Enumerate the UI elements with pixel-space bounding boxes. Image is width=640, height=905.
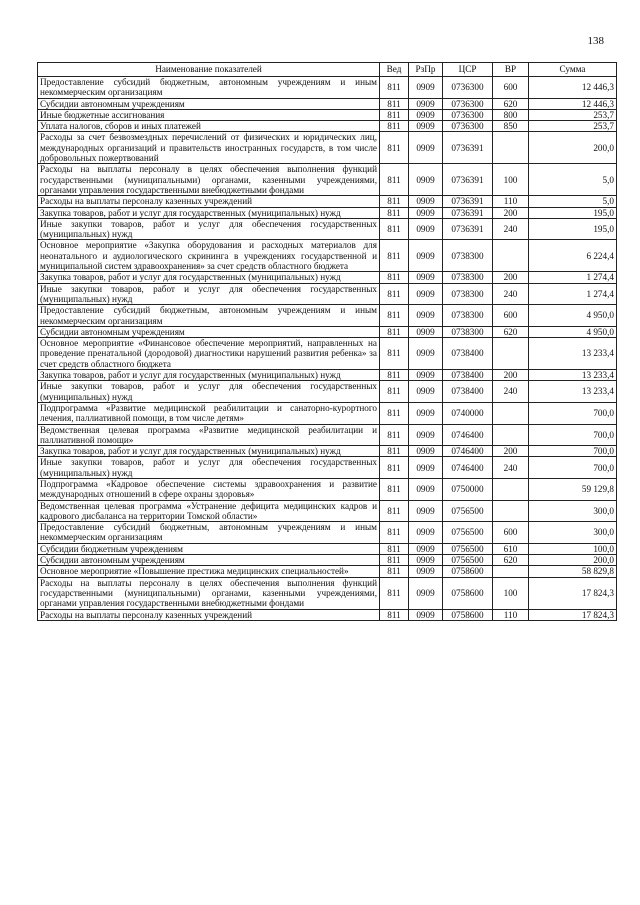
row-vr-cell [493, 500, 529, 522]
table-row [38, 272, 617, 283]
row-vr-cell: 620 [493, 555, 529, 566]
row-rzpr-cell: 0909 [409, 577, 443, 609]
row-sum-cell: 195,0 [529, 207, 617, 218]
row-sum-cell: 1 274,4 [529, 272, 617, 283]
row-vr-cell: 100 [493, 164, 529, 196]
row-name-cell: Расходы на выплаты персоналу в целях обеспечения выполнения функций государственными (муниципальными) органами, казенными учреждениями, органами управления государственными внебюджетными фондами [38, 164, 380, 196]
row-rzpr-cell: 0909 [409, 272, 443, 283]
row-sum-cell: 17 824,3 [529, 577, 617, 609]
row-rzpr-cell: 0909 [409, 522, 443, 544]
row-vr-cell: 200 [493, 272, 529, 283]
row-csr-cell: 0738400 [443, 370, 493, 381]
row-sum-cell: 253,7 [529, 109, 617, 120]
row-vr-cell [493, 132, 529, 164]
row-vr-cell [493, 240, 529, 272]
row-vr-cell: 110 [493, 196, 529, 207]
row-ved-cell: 811 [380, 338, 409, 370]
table-row [38, 522, 617, 544]
row-rzpr-cell: 0909 [409, 424, 443, 446]
row-vr-cell: 600 [493, 522, 529, 544]
row-ved-cell: 811 [380, 132, 409, 164]
column-header-sum: Сумма [529, 63, 617, 77]
table-row [38, 132, 617, 164]
row-csr-cell: 0746400 [443, 424, 493, 446]
row-ved-cell: 811 [380, 98, 409, 109]
row-ved-cell: 811 [380, 446, 409, 457]
row-ved-cell: 811 [380, 522, 409, 544]
row-ved-cell: 811 [380, 543, 409, 554]
row-sum-cell: 17 824,3 [529, 609, 617, 620]
row-name-cell: Основное мероприятие «Финансовое обеспечение мероприятий, направленных на проведение пренатальной (дородовой) диагностики нарушений развития ребенка» за счет средств областного бюджета [38, 338, 380, 370]
row-name-cell: Иные закупки товаров, работ и услуг для обеспечения государственных (муниципальных) нужд [38, 283, 380, 305]
table-row [38, 555, 617, 566]
row-csr-cell: 0738300 [443, 305, 493, 327]
row-name-cell: Ведомственная целевая программа «Устранение дефицита медицинских кадров и кадрового дисбаланса на территории Томской области» [38, 500, 380, 522]
row-sum-cell: 13 233,4 [529, 381, 617, 403]
column-header-name: Наименование показателей [38, 63, 380, 77]
row-vr-cell: 600 [493, 305, 529, 327]
row-sum-cell: 700,0 [529, 457, 617, 479]
row-name-cell: Иные закупки товаров, работ и услуг для обеспечения государственных (муниципальных) нужд [38, 218, 380, 240]
row-rzpr-cell: 0909 [409, 77, 443, 99]
row-sum-cell: 4 950,0 [529, 326, 617, 337]
row-name-cell: Закупка товаров, работ и услуг для государственных (муниципальных) нужд [38, 207, 380, 218]
row-name-cell: Субсидии автономным учреждениям [38, 98, 380, 109]
row-ved-cell: 811 [380, 164, 409, 196]
table-row [38, 196, 617, 207]
row-name-cell: Уплата налогов, сборов и иных платежей [38, 121, 380, 132]
row-name-cell: Закупка товаров, работ и услуг для государственных (муниципальных) нужд [38, 272, 380, 283]
row-name-cell: Иные закупки товаров, работ и услуг для обеспечения государственных (муниципальных) нужд [38, 381, 380, 403]
row-ved-cell: 811 [380, 218, 409, 240]
row-vr-cell: 100 [493, 577, 529, 609]
row-name-cell: Иные бюджетные ассигнования [38, 109, 380, 120]
row-rzpr-cell: 0909 [409, 543, 443, 554]
row-sum-cell: 12 446,3 [529, 98, 617, 109]
table-row [38, 402, 617, 424]
column-header-vr: ВР [493, 63, 529, 77]
row-rzpr-cell: 0909 [409, 109, 443, 120]
column-header-ved: Вед [380, 63, 409, 77]
row-ved-cell: 811 [380, 77, 409, 99]
table-row [38, 370, 617, 381]
row-sum-cell: 5,0 [529, 196, 617, 207]
table-row [38, 207, 617, 218]
row-csr-cell: 0758600 [443, 566, 493, 577]
row-name-cell: Закупка товаров, работ и услуг для государственных (муниципальных) нужд [38, 446, 380, 457]
table-row [38, 326, 617, 337]
row-name-cell: Иные закупки товаров, работ и услуг для обеспечения государственных (муниципальных) нужд [38, 457, 380, 479]
row-csr-cell: 0736300 [443, 98, 493, 109]
row-ved-cell: 811 [380, 326, 409, 337]
table-row [38, 98, 617, 109]
row-ved-cell: 811 [380, 207, 409, 218]
row-ved-cell: 811 [380, 196, 409, 207]
row-vr-cell [493, 424, 529, 446]
row-csr-cell: 0738300 [443, 240, 493, 272]
table-row [38, 566, 617, 577]
row-rzpr-cell: 0909 [409, 609, 443, 620]
column-header-csr: ЦСР [443, 63, 493, 77]
row-csr-cell: 0746400 [443, 446, 493, 457]
row-sum-cell: 5,0 [529, 164, 617, 196]
table-row [38, 240, 617, 272]
row-rzpr-cell: 0909 [409, 500, 443, 522]
budget-table [37, 62, 617, 621]
row-vr-cell: 620 [493, 326, 529, 337]
row-ved-cell: 811 [380, 381, 409, 403]
table-row [38, 164, 617, 196]
row-name-cell: Предоставление субсидий бюджетным, автономным учреждениям и иным некоммерческим организациям [38, 305, 380, 327]
row-name-cell: Субсидии автономным учреждениям [38, 326, 380, 337]
row-ved-cell: 811 [380, 609, 409, 620]
row-vr-cell: 800 [493, 109, 529, 120]
row-name-cell: Подпрограмма «Кадровое обеспечение системы здравоохранения и развитие международных отношений в сфере охраны здоровья» [38, 478, 380, 500]
table-row [38, 381, 617, 403]
row-vr-cell: 240 [493, 283, 529, 305]
row-rzpr-cell: 0909 [409, 370, 443, 381]
row-sum-cell: 253,7 [529, 121, 617, 132]
row-rzpr-cell: 0909 [409, 121, 443, 132]
row-name-cell: Подпрограмма «Развитие медицинской реабилитации и санаторно-курортного лечения, паллиативной помощи, в том числе детям» [38, 402, 380, 424]
row-sum-cell: 13 233,4 [529, 370, 617, 381]
row-ved-cell: 811 [380, 240, 409, 272]
row-rzpr-cell: 0909 [409, 381, 443, 403]
row-csr-cell: 0738400 [443, 381, 493, 403]
row-vr-cell [493, 478, 529, 500]
row-csr-cell: 0736391 [443, 164, 493, 196]
row-ved-cell: 811 [380, 577, 409, 609]
row-ved-cell: 811 [380, 305, 409, 327]
row-name-cell: Предоставление субсидий бюджетным, автономным учреждениям и иным некоммерческим организациям [38, 77, 380, 99]
row-vr-cell: 110 [493, 609, 529, 620]
row-sum-cell: 300,0 [529, 500, 617, 522]
row-sum-cell: 58 829,8 [529, 566, 617, 577]
page-number: 138 [587, 35, 604, 47]
row-csr-cell: 0740000 [443, 402, 493, 424]
row-name-cell: Субсидии бюджетным учреждениям [38, 543, 380, 554]
row-sum-cell: 300,0 [529, 522, 617, 544]
table-row [38, 121, 617, 132]
row-sum-cell: 195,0 [529, 218, 617, 240]
row-rzpr-cell: 0909 [409, 132, 443, 164]
row-sum-cell: 6 224,4 [529, 240, 617, 272]
row-csr-cell: 0736391 [443, 207, 493, 218]
row-ved-cell: 811 [380, 424, 409, 446]
row-ved-cell: 811 [380, 109, 409, 120]
column-header-rzpr: РзПр [409, 63, 443, 77]
row-rzpr-cell: 0909 [409, 240, 443, 272]
row-vr-cell: 610 [493, 543, 529, 554]
row-rzpr-cell: 0909 [409, 326, 443, 337]
row-ved-cell: 811 [380, 566, 409, 577]
row-csr-cell: 0758600 [443, 577, 493, 609]
table-row [38, 77, 617, 99]
row-name-cell: Основное мероприятие «Закупка оборудования и расходных материалов для неонатального и аудиологического скрининга в учреждениях государственной и муниципальной систем здравоохранения» за счет средств областного бюджета [38, 240, 380, 272]
row-vr-cell: 850 [493, 121, 529, 132]
row-name-cell: Закупка товаров, работ и услуг для государственных (муниципальных) нужд [38, 370, 380, 381]
row-sum-cell: 4 950,0 [529, 305, 617, 327]
row-name-cell: Расходы за счет безвозмездных перечислений от физических и юридических лиц, международных организаций и правительств иностранных государств, в том числе добровольных пожертвований [38, 132, 380, 164]
row-csr-cell: 0756500 [443, 555, 493, 566]
row-rzpr-cell: 0909 [409, 196, 443, 207]
row-name-cell: Предоставление субсидий бюджетным, автономным учреждениям и иным некоммерческим организациям [38, 522, 380, 544]
row-name-cell: Ведомственная целевая программа «Развитие медицинской реабилитации и паллиативной помощи» [38, 424, 380, 446]
row-ved-cell: 811 [380, 272, 409, 283]
row-ved-cell: 811 [380, 370, 409, 381]
row-rzpr-cell: 0909 [409, 164, 443, 196]
row-csr-cell: 0738400 [443, 338, 493, 370]
row-ved-cell: 811 [380, 555, 409, 566]
row-rzpr-cell: 0909 [409, 402, 443, 424]
table-row [38, 500, 617, 522]
row-csr-cell: 0756500 [443, 500, 493, 522]
row-rzpr-cell: 0909 [409, 207, 443, 218]
row-csr-cell: 0736300 [443, 121, 493, 132]
row-vr-cell: 620 [493, 98, 529, 109]
table-row [38, 109, 617, 120]
row-sum-cell: 700,0 [529, 424, 617, 446]
row-rzpr-cell: 0909 [409, 457, 443, 479]
row-csr-cell: 0736391 [443, 218, 493, 240]
table-row [38, 577, 617, 609]
table-row [38, 305, 617, 327]
row-vr-cell: 600 [493, 77, 529, 99]
row-vr-cell: 200 [493, 207, 529, 218]
row-csr-cell: 0738300 [443, 283, 493, 305]
row-name-cell: Субсидии автономным учреждениям [38, 555, 380, 566]
table-row [38, 218, 617, 240]
table-row [38, 283, 617, 305]
row-vr-cell: 240 [493, 381, 529, 403]
row-vr-cell: 240 [493, 218, 529, 240]
row-sum-cell: 200,0 [529, 555, 617, 566]
row-sum-cell: 13 233,4 [529, 338, 617, 370]
row-name-cell: Основное мероприятие «Повышение престижа медицинских специальностей» [38, 566, 380, 577]
row-vr-cell [493, 566, 529, 577]
row-sum-cell: 700,0 [529, 402, 617, 424]
row-csr-cell: 0756500 [443, 522, 493, 544]
row-name-cell: Расходы на выплаты персоналу казенных учреждений [38, 609, 380, 620]
row-vr-cell: 200 [493, 370, 529, 381]
row-rzpr-cell: 0909 [409, 338, 443, 370]
row-sum-cell: 200,0 [529, 132, 617, 164]
row-rzpr-cell: 0909 [409, 98, 443, 109]
row-sum-cell: 100,0 [529, 543, 617, 554]
row-rzpr-cell: 0909 [409, 555, 443, 566]
row-csr-cell: 0736391 [443, 196, 493, 207]
table-row [38, 424, 617, 446]
table-row [38, 338, 617, 370]
row-ved-cell: 811 [380, 283, 409, 305]
table-body [38, 77, 617, 621]
row-csr-cell: 0758600 [443, 609, 493, 620]
row-sum-cell: 59 129,8 [529, 478, 617, 500]
row-csr-cell: 0738300 [443, 326, 493, 337]
row-ved-cell: 811 [380, 500, 409, 522]
row-csr-cell: 0750000 [443, 478, 493, 500]
row-csr-cell: 0746400 [443, 457, 493, 479]
row-csr-cell: 0736391 [443, 132, 493, 164]
row-rzpr-cell: 0909 [409, 478, 443, 500]
row-rzpr-cell: 0909 [409, 218, 443, 240]
row-rzpr-cell: 0909 [409, 446, 443, 457]
row-vr-cell: 200 [493, 446, 529, 457]
table-header-row [38, 63, 617, 77]
row-ved-cell: 811 [380, 478, 409, 500]
row-vr-cell [493, 338, 529, 370]
row-ved-cell: 811 [380, 457, 409, 479]
row-name-cell: Расходы на выплаты персоналу казенных учреждений [38, 196, 380, 207]
row-rzpr-cell: 0909 [409, 305, 443, 327]
row-csr-cell: 0738300 [443, 272, 493, 283]
row-sum-cell: 12 446,3 [529, 77, 617, 99]
row-ved-cell: 811 [380, 402, 409, 424]
row-csr-cell: 0756500 [443, 543, 493, 554]
row-vr-cell [493, 402, 529, 424]
table-row [38, 543, 617, 554]
table-row [38, 457, 617, 479]
row-rzpr-cell: 0909 [409, 566, 443, 577]
row-rzpr-cell: 0909 [409, 283, 443, 305]
table-row [38, 478, 617, 500]
row-vr-cell: 240 [493, 457, 529, 479]
row-sum-cell: 1 274,4 [529, 283, 617, 305]
row-sum-cell: 700,0 [529, 446, 617, 457]
row-name-cell: Расходы на выплаты персоналу в целях обеспечения выполнения функций государственными (муниципальными) органами, казенными учреждениями, органами управления государственными внебюджетными фондами [38, 577, 380, 609]
row-csr-cell: 0736300 [443, 77, 493, 99]
table-row [38, 446, 617, 457]
row-ved-cell: 811 [380, 121, 409, 132]
table-row [38, 609, 617, 620]
row-csr-cell: 0736300 [443, 109, 493, 120]
